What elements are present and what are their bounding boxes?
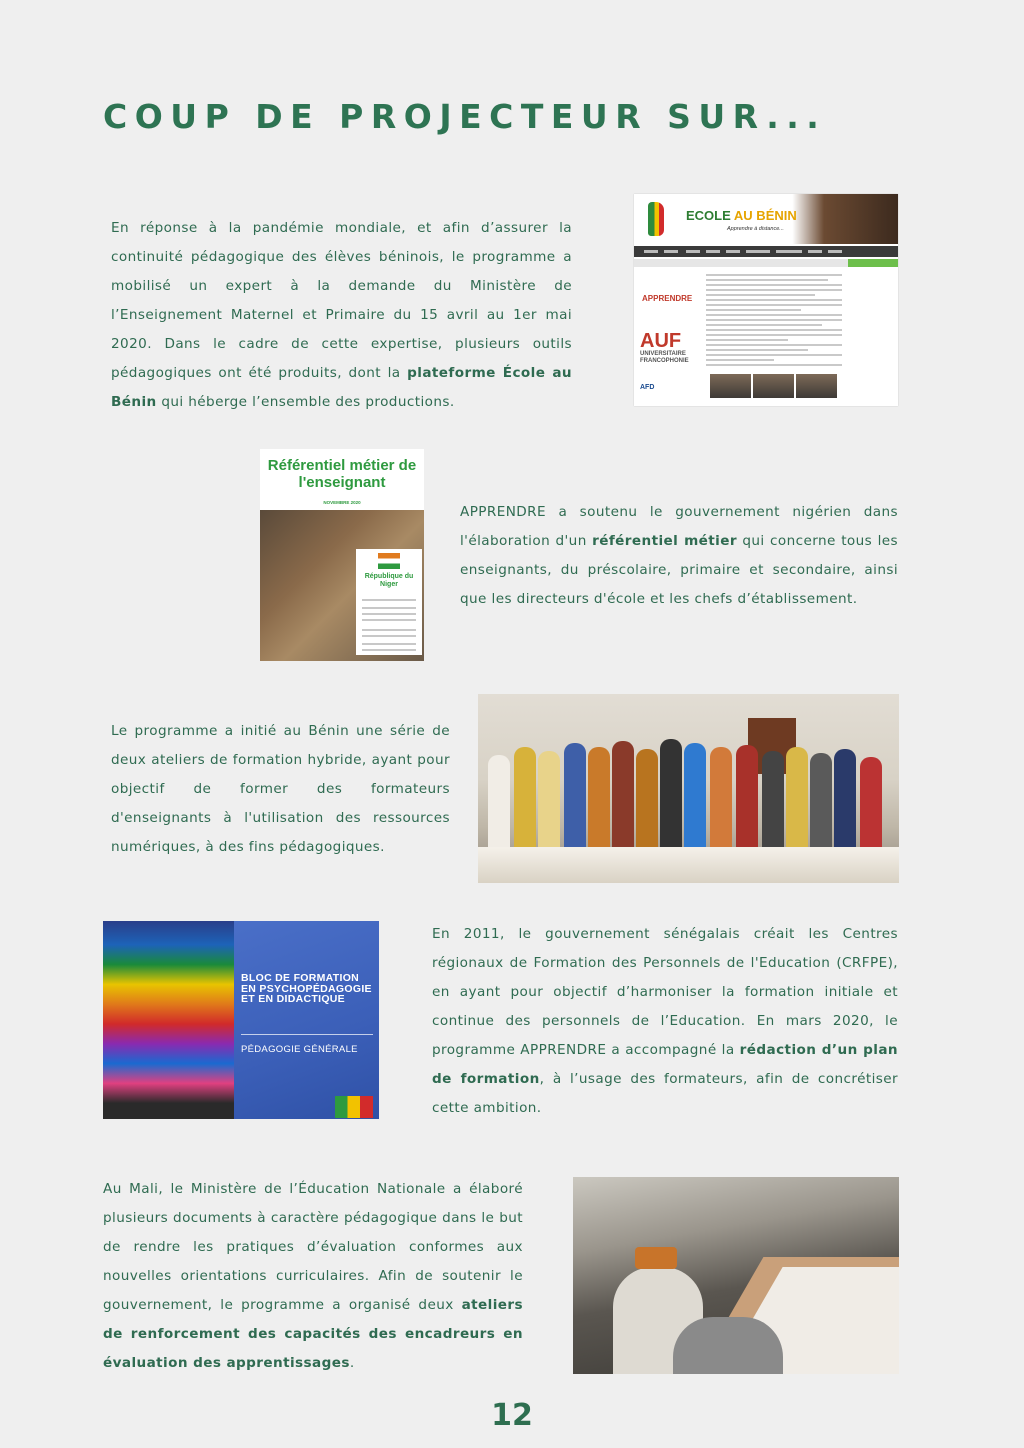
cover-title: BLOC DE FORMATION EN PSYCHOPÉDAGOGIE ET EN DIDACTIQUE <box>241 972 372 1005</box>
paragraph-highlight: rédaction d’un plan de formation <box>432 1042 898 1087</box>
auf-logo: AUF <box>640 330 682 352</box>
apprendre-logo: APPRENDRE <box>642 294 693 303</box>
paragraph-text: En 2011, le gouvernement sénégalais créait les Centres régionaux de Formation des Personnels de l'Education (CRFPE), en ayant pour objectif d’harmoniser la formation initiale et continue des personnels de l’Education. En mars 2020, le programme APPRENDRE a accompagné la <box>432 926 898 1058</box>
benin-map-icon <box>648 202 664 236</box>
paragraph-text: APPRENDRE a soutenu le gouvernement nigérien dans l'élaboration d'un <box>460 504 898 549</box>
paragraph-text: , à l’usage des formateurs, afin de concrétiser cette ambition. <box>432 1071 898 1116</box>
paragraph-text: Au Mali, le Ministère de l’Éducation Nationale a élaboré plusieurs documents à caractère pédagogique dans le but de rendre les pratiques d’évaluation conformes aux nouvelles orientations curriculaires. Afin de soutenir le gouvernement, le programme a organisé deux <box>103 1181 523 1313</box>
workshop-photo-image <box>573 1177 899 1374</box>
paragraph-highlight: ateliers de renforcement des capacités des encadreurs en évaluation des apprentissages <box>103 1297 523 1371</box>
mali-workshops-paragraph <box>103 1175 523 1378</box>
paragraph-text: qui concerne tous les enseignants, du préscolaire, primaire et secondaire, ainsi que les directeurs d'école et les chefs d’établissement. <box>460 533 898 607</box>
senegal-crfpe-paragraph <box>432 920 898 1123</box>
cover-date: NOVEMBRE 2020 <box>323 500 361 505</box>
site-name-part1: ECOLE <box>686 208 734 223</box>
site-subbar <box>634 259 898 267</box>
photo-table <box>478 847 899 883</box>
paragraph-text: En réponse à la pandémie mondiale, et afin d’assurer la continuité pédagogique des élèves béninois, le programme a mobilisé un expert à la demande du Ministère de l’Enseignement Maternel et Primaire du 15 avril au 1er mai 2020. Dans le cadre de cette expertise, plusieurs outils pédagogiques ont été produits, dont la <box>111 220 572 381</box>
site-body-text <box>706 274 842 369</box>
photo-cap <box>635 1247 677 1269</box>
site-name-part2: AU BÉNIN <box>733 208 797 223</box>
paragraph-text: . <box>349 1355 355 1371</box>
group-photo-image <box>478 694 899 883</box>
niger-referentiel-paragraph <box>460 498 898 614</box>
afd-logo: AFD <box>640 384 655 391</box>
page-number: 12 <box>491 1398 533 1433</box>
paragraph-highlight: plateforme École au Bénin <box>111 365 572 410</box>
cover-title: Référentiel métier de l'enseignant <box>267 457 417 491</box>
site-name <box>686 208 797 223</box>
cover-subtitle: PÉDAGOGIE GÉNÉRALE <box>241 1044 358 1055</box>
site-tagline: Apprendre à distance... <box>727 226 784 232</box>
benin-platform-paragraph <box>111 214 572 417</box>
referentiel-cover-image <box>260 449 424 661</box>
niger-flag-icon <box>378 553 400 569</box>
cover-republic: République du Niger <box>364 573 414 588</box>
ecole-au-benin-screenshot <box>634 194 898 406</box>
paragraph-text: qui héberge l’ensemble des productions. <box>156 394 455 410</box>
cover-divider <box>241 1034 373 1035</box>
pedagogy-cover-image <box>103 921 379 1119</box>
site-photo-thumbnails <box>710 374 842 398</box>
site-nav-bar <box>634 246 898 257</box>
benin-workshops-paragraph: Le programme a initié au Bénin une série de deux ateliers de formation hybride, ayant pour objectif de former des formateurs d'enseignants à l'utilisation des ressources numériques, à des fins pédagogiques. <box>111 723 450 855</box>
cover-blue-panel <box>234 921 379 1119</box>
photo-person <box>673 1317 783 1374</box>
paragraph-highlight: référentiel métier <box>592 533 737 549</box>
cover-card <box>356 549 422 655</box>
senegal-flag-icon <box>335 1096 373 1118</box>
auf-logo-subtitle: UNIVERSITAIRE FRANCOPHONIE <box>640 351 689 364</box>
page-title: COUP DE PROJECTEUR SUR... <box>103 97 827 136</box>
